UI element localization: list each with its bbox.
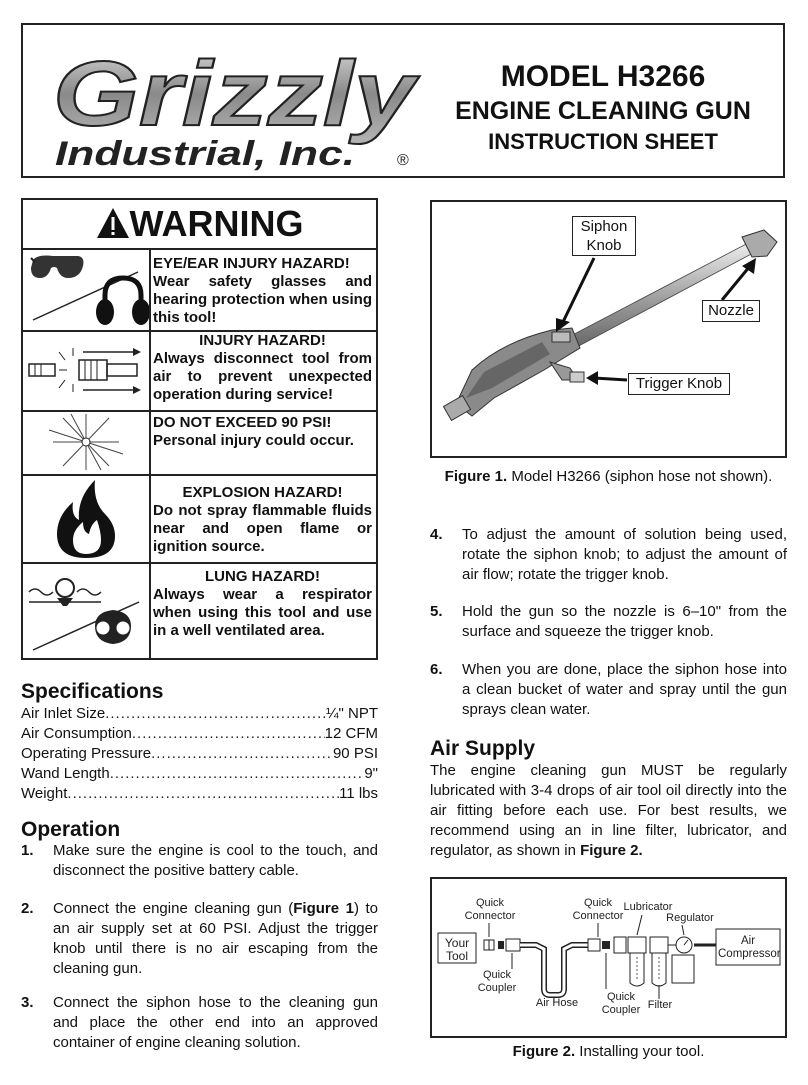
label-filter: Filter xyxy=(647,999,673,1011)
label-regulator: Regulator xyxy=(666,912,714,924)
spec-row: Air Consumption ..... 12 CFM xyxy=(21,724,378,744)
air-supply-text: The engine cleaning gun MUST be regularly lubricated with 3-4 drops of air tool oil directly into the air fitting before each use. For best results, we recommend using an in line filter, lubricator, and regulator, as shown in Figure 2. xyxy=(430,762,787,859)
warning-body: Do not spray flammable fluids near and open flame or ignition source. xyxy=(153,502,372,555)
trigger-knob-callout: Trigger Knob xyxy=(628,373,730,395)
spec-row: Weight ..... 11 lbs xyxy=(21,784,378,804)
warning-item-psi xyxy=(23,410,376,476)
warning-body: Always disconnect tool from air to prevent unexpected operation during service! xyxy=(153,350,372,403)
grizzly-logo xyxy=(35,33,425,173)
label-quick-connector-1: Quick Connector xyxy=(464,897,516,922)
warning-item-injury xyxy=(23,330,376,412)
spec-row: Operating Pressure ..... 90 PSI xyxy=(21,744,378,764)
warning-heading: EYE/EAR INJURY HAZARD! xyxy=(153,255,350,272)
figure-1 xyxy=(430,200,787,458)
label-lubricator: Lubricator xyxy=(623,901,673,913)
warning-body: Always wear a respirator when using this tool and use in a well ventilated area. xyxy=(153,586,372,639)
warning-heading: LUNG HAZARD! xyxy=(205,568,320,585)
model-title: MODEL H3266 xyxy=(500,60,706,93)
warning-item-eye-ear xyxy=(23,250,376,332)
label-quick-connector-2: Quick Connector xyxy=(572,897,624,922)
specifications-title: Specifications xyxy=(21,680,164,703)
label-quick-coupler-1: Quick Coupler xyxy=(477,969,517,994)
flame-icon xyxy=(23,474,151,562)
product-title: ENGINE CLEANING GUN xyxy=(455,97,751,125)
label-air-hose: Air Hose xyxy=(535,997,579,1009)
operation-step-5: 5. Hold the gun so the nozzle is 6–10" from the surface and squeeze the trigger knob. xyxy=(430,603,787,640)
warning-box xyxy=(21,198,378,660)
warning-heading: DO NOT EXCEED 90 PSI! xyxy=(153,414,332,431)
label-air-compressor: Air Compressor xyxy=(718,935,781,960)
warning-body: Wear safety glasses and hearing protection when using this tool! xyxy=(153,273,372,326)
figure-2-caption: Figure 2. Installing your tool. xyxy=(512,1043,705,1060)
warning-heading: EXPLOSION HAZARD! xyxy=(182,484,343,501)
warning-item-explosion xyxy=(23,474,376,564)
figure-1-caption: Figure 1. Model H3266 (siphon hose not shown). xyxy=(444,468,773,485)
operation-step-4: 4. To adjust the amount of solution being used, rotate the siphon knob; to adjust the amount of air flow; rotate the trigger knob. xyxy=(430,526,787,583)
siphon-knob-callout: Siphon Knob xyxy=(572,216,636,256)
respirator-icon xyxy=(23,562,151,658)
burst-icon xyxy=(23,410,151,474)
logo-subtext: Industrial, Inc. xyxy=(55,135,355,173)
warning-title: WARNING xyxy=(23,200,376,250)
label-quick-coupler-2: Quick Coupler xyxy=(601,991,641,1016)
disconnect-air-icon xyxy=(23,330,151,410)
registered-mark: ® xyxy=(397,152,409,169)
air-supply-title: Air Supply xyxy=(430,737,536,760)
warning-body: Personal injury could occur. xyxy=(153,432,354,449)
figure-2 xyxy=(430,877,787,1038)
spec-row: Air Inlet Size ..... ¼" NPT xyxy=(21,704,378,724)
label-your-tool: Your Tool xyxy=(444,936,470,963)
safety-glasses-earmuffs-icon xyxy=(23,250,151,330)
spec-row: Wand Length ..... 9" xyxy=(21,764,378,784)
operation-title: Operation xyxy=(21,818,121,841)
warning-heading: INJURY HAZARD! xyxy=(199,332,326,349)
document-type: INSTRUCTION SHEET xyxy=(488,129,718,154)
operation-step-1: 1. Make sure the engine is cool to the touch, and disconnect the positive battery cable. xyxy=(21,842,378,879)
logo-wordmark: Grizzly xyxy=(53,43,420,145)
nozzle-callout: Nozzle xyxy=(702,300,760,322)
operation-step-2: 2. Connect the engine cleaning gun (Figure 1) to an air supply set at 60 PSI. Adjust the trigger knob until there is no air escaping from the cleaning gun. xyxy=(21,900,378,977)
warning-triangle-icon xyxy=(96,207,130,239)
warning-item-lung xyxy=(23,562,376,658)
operation-step-3: 3. Connect the siphon hose to the cleaning gun and place the other end into an approved container of engine cleaning solution. xyxy=(21,994,378,1051)
operation-step-6: 6. When you are done, place the siphon hose into a clean bucket of water and spray until the gun sprays clean water. xyxy=(430,661,787,718)
header-box xyxy=(21,23,785,178)
